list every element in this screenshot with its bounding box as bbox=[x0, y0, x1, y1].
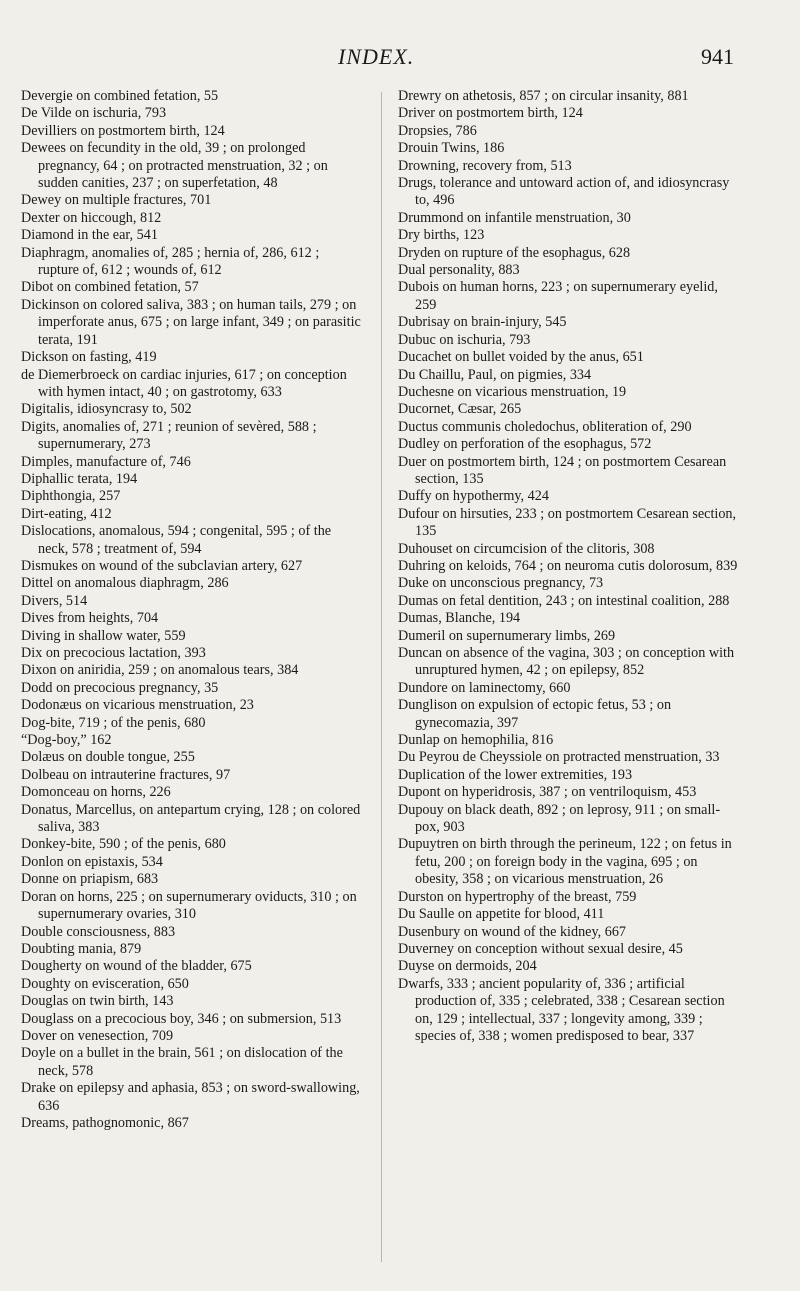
index-entry: Ducachet on bullet voided by the anus, 651 bbox=[398, 349, 644, 366]
index-entry: Drowning, recovery from, 513 bbox=[398, 157, 572, 174]
index-entry: Dixon on aniridia, 259 ; on anomalous tears, 384 bbox=[21, 662, 299, 679]
index-entry: Douglass on a precocious boy, 346 ; on submersion, 513 bbox=[21, 1010, 342, 1027]
index-entry: Dog-bite, 719 ; of the penis, 680 bbox=[21, 714, 206, 731]
index-entry: Dreams, pathognomonic, 867 bbox=[21, 1114, 189, 1131]
index-entry: Dimples, manufacture of, 746 bbox=[21, 453, 191, 470]
index-entry: Devergie on combined fetation, 55 bbox=[21, 88, 219, 104]
index-entry: Dodd on precocious pregnancy, 35 bbox=[21, 679, 219, 696]
index-entry: Duffy on hypothermy, 424 bbox=[398, 488, 549, 505]
index-entry: Dolbeau on intrauterine fractures, 97 bbox=[21, 766, 231, 783]
index-entry: Dryden on rupture of the esophagus, 628 bbox=[398, 244, 631, 261]
index-entry: Digits, anomalies of, 271 ; reunion of sevѐred, 588 ; supernumerary, 273 bbox=[21, 418, 317, 453]
index-entry: Dewey on multiple fractures, 701 bbox=[21, 192, 212, 209]
index-entry: Domonceau on horns, 226 bbox=[21, 784, 171, 801]
index-entry: Donlon on epistaxis, 534 bbox=[21, 853, 163, 870]
index-entry: Dusenbury on wound of the kidney, 667 bbox=[398, 923, 627, 940]
index-entry: Dunlap on hemophilia, 816 bbox=[398, 732, 554, 749]
index-entry: Drouin Twins, 186 bbox=[398, 140, 505, 157]
index-entry: Donne on priapism, 683 bbox=[21, 871, 159, 888]
index-entry: Dubois on human horns, 223 ; on supernumerary eyelid, 259 bbox=[398, 279, 718, 313]
index-entry: Dual personality, 883 bbox=[398, 262, 520, 279]
index-entry: Du Peyrou de Cheyssiole on protracted menstruation, 33 bbox=[398, 749, 720, 766]
index-entry: Dislocations, anomalous, 594 ; congenital, 595 ; of the neck, 578 ; treatment of, 594 bbox=[21, 523, 332, 557]
index-entry: Dewees on fecundity in the old, 39 ; on prolonged pregnancy, 64 ; on protracted menstruation, 32 ; on sudden canities, 237 ; on superfetation, 48 bbox=[21, 140, 328, 192]
index-entry: Dupont on hyperidrosis, 387 ; on ventriloquism, 453 bbox=[398, 784, 697, 801]
index-entry: Dibot on combined fetation, 57 bbox=[21, 279, 199, 296]
index-entry: Dubrisay on brain-injury, 545 bbox=[398, 314, 567, 331]
index-entry: Duverney on conception without sexual desire, 45 bbox=[398, 940, 683, 957]
index-entry: Dumeril on supernumerary limbs, 269 bbox=[398, 627, 616, 644]
index-entry: Duer on postmortem birth, 124 ; on postmortem Cesarean section, 135 bbox=[398, 453, 727, 487]
index-entry: Drugs, tolerance and untoward action of, and idiosyncrasy to, 496 bbox=[398, 175, 730, 209]
index-entry: Du Chaillu, Paul, on pigmies, 334 bbox=[398, 366, 592, 383]
index-entry: Douglas on twin birth, 143 bbox=[21, 993, 174, 1010]
index-entry: Diphthongia, 257 bbox=[21, 488, 121, 505]
index-entry: Dundore on laminectomy, 660 bbox=[398, 679, 571, 696]
index-entry: Dittel on anomalous diaphragm, 286 bbox=[21, 575, 229, 592]
index-entry: Dickinson on colored saliva, 383 ; on human tails, 279 ; on imperforate anus, 675 ; on large infant, 349 ; on parasitic terata, 191 bbox=[21, 296, 361, 348]
index-entry: Dupuytren on birth through the perineum, 122 ; on fetus in fetu, 200 ; on foreign body in the vagina, 695 ; on obesity, 358 ; on vicarious menstruation, 26 bbox=[398, 836, 732, 888]
index-entry: Dubuc on ischuria, 793 bbox=[398, 331, 531, 348]
index-entry: Diving in shallow water, 559 bbox=[21, 627, 186, 644]
index-entry: Dropsies, 786 bbox=[398, 122, 477, 139]
index-entry: Dumas, Blanche, 194 bbox=[398, 610, 521, 627]
index-entry: Dix on precocious lactation, 393 bbox=[21, 645, 206, 661]
index-entry: Dexter on hiccough, 812 bbox=[21, 209, 162, 226]
index-entry: Duyse on dermoids, 204 bbox=[398, 958, 537, 975]
index-entry: Doughty on evisceration, 650 bbox=[21, 975, 189, 992]
index-entry: Duncan on absence of the vagina, 303 ; on conception with unruptured hymen, 42 ; on epilepsy, 852 bbox=[398, 645, 735, 679]
index-entry: Dupouy on black death, 892 ; on leprosy, 911 ; on small-pox, 903 bbox=[398, 801, 721, 836]
running-head-title: INDEX. bbox=[338, 44, 415, 69]
index-entry: Duhring on keloids, 764 ; on neuroma cutis dolorosum, 839 bbox=[398, 557, 738, 574]
index-entry: Dodonæus on vicarious menstruation, 23 bbox=[21, 697, 254, 714]
index-entry: De Vilde on ischuria, 793 bbox=[21, 105, 167, 122]
index-entry: Dumas on fetal dentition, 243 ; on intestinal coalition, 288 bbox=[398, 592, 730, 609]
index-entry: Divers, 514 bbox=[21, 592, 88, 609]
index-entry: Doyle on a bullet in the brain, 561 ; on dislocation of the neck, 578 bbox=[21, 1045, 343, 1079]
index-entry: Doran on horns, 225 ; on supernumerary oviducts, 310 ; on supernumerary ovaries, 310 bbox=[21, 888, 357, 923]
index-entry: Doubting mania, 879 bbox=[21, 940, 142, 957]
index-entry: Diphallic terata, 194 bbox=[21, 470, 138, 487]
index-entry: Dolæus on double tongue, 255 bbox=[21, 749, 195, 766]
column-divider bbox=[381, 92, 382, 1262]
index-entry: Drummond on infantile menstruation, 30 bbox=[398, 209, 631, 226]
index-entry: Du Saulle on appetite for blood, 411 bbox=[398, 906, 605, 923]
index-entry: Dougherty on wound of the bladder, 675 bbox=[21, 958, 252, 975]
index-entry: Ductus communis choledochus, obliteration of, 290 bbox=[398, 418, 692, 435]
index-entry: Dudley on perforation of the esophagus, 572 bbox=[398, 436, 652, 453]
index-entry: Driver on postmortem birth, 124 bbox=[398, 105, 583, 122]
page-number: 941 bbox=[701, 44, 734, 69]
index-entry: Donkey-bite, 590 ; of the penis, 680 bbox=[21, 836, 226, 853]
index-entry: Duchesne on vicarious menstruation, 19 bbox=[398, 383, 627, 400]
index-entry: de Diemerbroeck on cardiac injuries, 617 ; on conception with hymen intact, 40 ; on gastrotomy, 633 bbox=[21, 366, 347, 400]
index-entry: Devilliers on postmortem birth, 124 bbox=[21, 122, 225, 139]
index-entry: Dover on venesection, 709 bbox=[21, 1027, 174, 1044]
index-entry: Duke on unconscious pregnancy, 73 bbox=[398, 575, 604, 592]
index-column-left bbox=[21, 88, 361, 1132]
index-entry: Diaphragm, anomalies of, 285 ; hernia of, 286, 612 ; rupture of, 612 ; wounds of, 612 bbox=[21, 244, 320, 279]
index-entry: Dufour on hirsuties, 233 ; on postmortem Cesarean section, 135 bbox=[398, 505, 737, 540]
index-entry: Dwarfs, 333 ; ancient popularity of, 336 ; artificial production of, 335 ; celebrated, 338 ; Cesarean section on, 129 ; intellectual, 337 ; longevity among, 339 ; species of, 338 ; women predisposed to bear, 337 bbox=[398, 975, 725, 1044]
index-entry: Donatus, Marcellus, on antepartum crying, 128 ; on colored saliva, 383 bbox=[21, 801, 361, 836]
index-entry: Dismukes on wound of the subclavian artery, 627 bbox=[21, 557, 303, 574]
index-entry: Drake on epilepsy and aphasia, 853 ; on sword-swallowing, 636 bbox=[21, 1080, 360, 1114]
index-entry: Dry births, 123 bbox=[398, 227, 485, 244]
index-entry: Dickson on fasting, 419 bbox=[21, 349, 157, 366]
index-entry: Dives from heights, 704 bbox=[21, 610, 159, 627]
index-entry: Dunglison on expulsion of ectopic fetus, 53 ; on gynecomazia, 397 bbox=[398, 697, 672, 731]
index-entry: Drewry on athetosis, 857 ; on circular insanity, 881 bbox=[398, 88, 689, 104]
index-entry: Double consciousness, 883 bbox=[21, 923, 176, 940]
index-entry: Duplication of the lower extremities, 193 bbox=[398, 766, 633, 783]
index-entry: “Dog-boy,” 162 bbox=[21, 732, 112, 749]
index-entry: Durston on hypertrophy of the breast, 759 bbox=[398, 888, 637, 905]
index-entry: Duhouset on circumcision of the clitoris, 308 bbox=[398, 540, 655, 557]
index-entry: Dirt-eating, 412 bbox=[21, 505, 112, 522]
index-entry: Diamond in the ear, 541 bbox=[21, 227, 158, 244]
index-column-right bbox=[398, 88, 738, 1045]
index-entry: Digitalis, idiosyncrasy to, 502 bbox=[21, 401, 192, 418]
index-entry: Ducornet, Cæsar, 265 bbox=[398, 401, 522, 418]
